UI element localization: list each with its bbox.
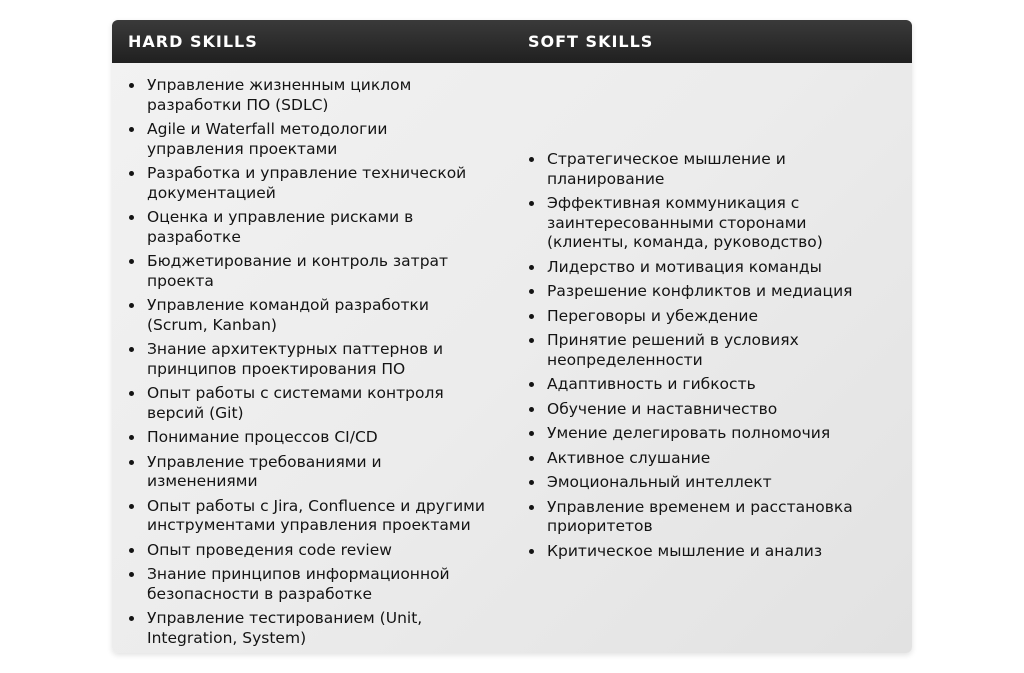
list-item: Обучение и наставничество bbox=[512, 400, 867, 420]
list-item: Эмоциональный интеллект bbox=[512, 473, 867, 493]
list-item: Переговоры и убеждение bbox=[512, 307, 867, 327]
skills-table bbox=[112, 20, 912, 653]
table-header bbox=[112, 20, 912, 63]
list-item: Управление командой разработки (Scrum, Kanban) bbox=[112, 296, 452, 335]
list-item: Лидерство и мотивация команды bbox=[512, 258, 867, 278]
soft-skills-column bbox=[512, 63, 892, 653]
list-item: Опыт работы с системами контроля версий (Git) bbox=[112, 384, 467, 423]
list-item: Agile и Waterfall методологии управления проектами bbox=[112, 120, 422, 159]
list-item: Управление требованиями и изменениями bbox=[112, 453, 407, 492]
list-item: Знание принципов информационной безопасности в разработке bbox=[112, 565, 467, 604]
list-item: Эффективная коммуникация с заинтересованными сторонами (клиенты, команда, руководство) bbox=[512, 194, 847, 253]
list-item: Умение делегировать полномочия bbox=[512, 424, 867, 444]
list-item: Управление тестированием (Unit, Integration, System) bbox=[112, 609, 447, 648]
list-item: Активное слушание bbox=[512, 449, 867, 469]
list-item: Стратегическое мышление и планирование bbox=[512, 150, 812, 189]
list-item: Управление жизненным циклом разработки ПО (SDLC) bbox=[112, 76, 452, 115]
soft-skills-heading: SOFT SKILLS bbox=[528, 32, 654, 51]
hard-skills-list bbox=[112, 76, 502, 653]
list-item: Адаптивность и гибкость bbox=[512, 375, 867, 395]
list-item: Разработка и управление технической документацией bbox=[112, 164, 492, 203]
list-item: Понимание процессов CI/CD bbox=[112, 428, 492, 448]
list-item: Разрешение конфликтов и медиация bbox=[512, 282, 872, 302]
list-item: Опыт проведения code review bbox=[112, 541, 492, 561]
soft-skills-list bbox=[512, 150, 872, 566]
list-item: Критическое мышление и анализ bbox=[512, 542, 877, 562]
list-item: Бюджетирование и контроль затрат проекта bbox=[112, 252, 482, 291]
hard-skills-heading: HARD SKILLS bbox=[128, 32, 258, 51]
list-item: Управление временем и расстановка приоритетов bbox=[512, 498, 872, 537]
hard-skills-column bbox=[112, 63, 492, 653]
list-item: Оценка и управление рисками в разработке bbox=[112, 208, 447, 247]
list-item: Опыт работы с Jira, Confluence и другими инструментами управления проектами bbox=[112, 497, 507, 536]
list-item: Знание архитектурных паттернов и принципов проектирования ПО bbox=[112, 340, 467, 379]
list-item: Принятие решений в условиях неопределенности bbox=[512, 331, 822, 370]
